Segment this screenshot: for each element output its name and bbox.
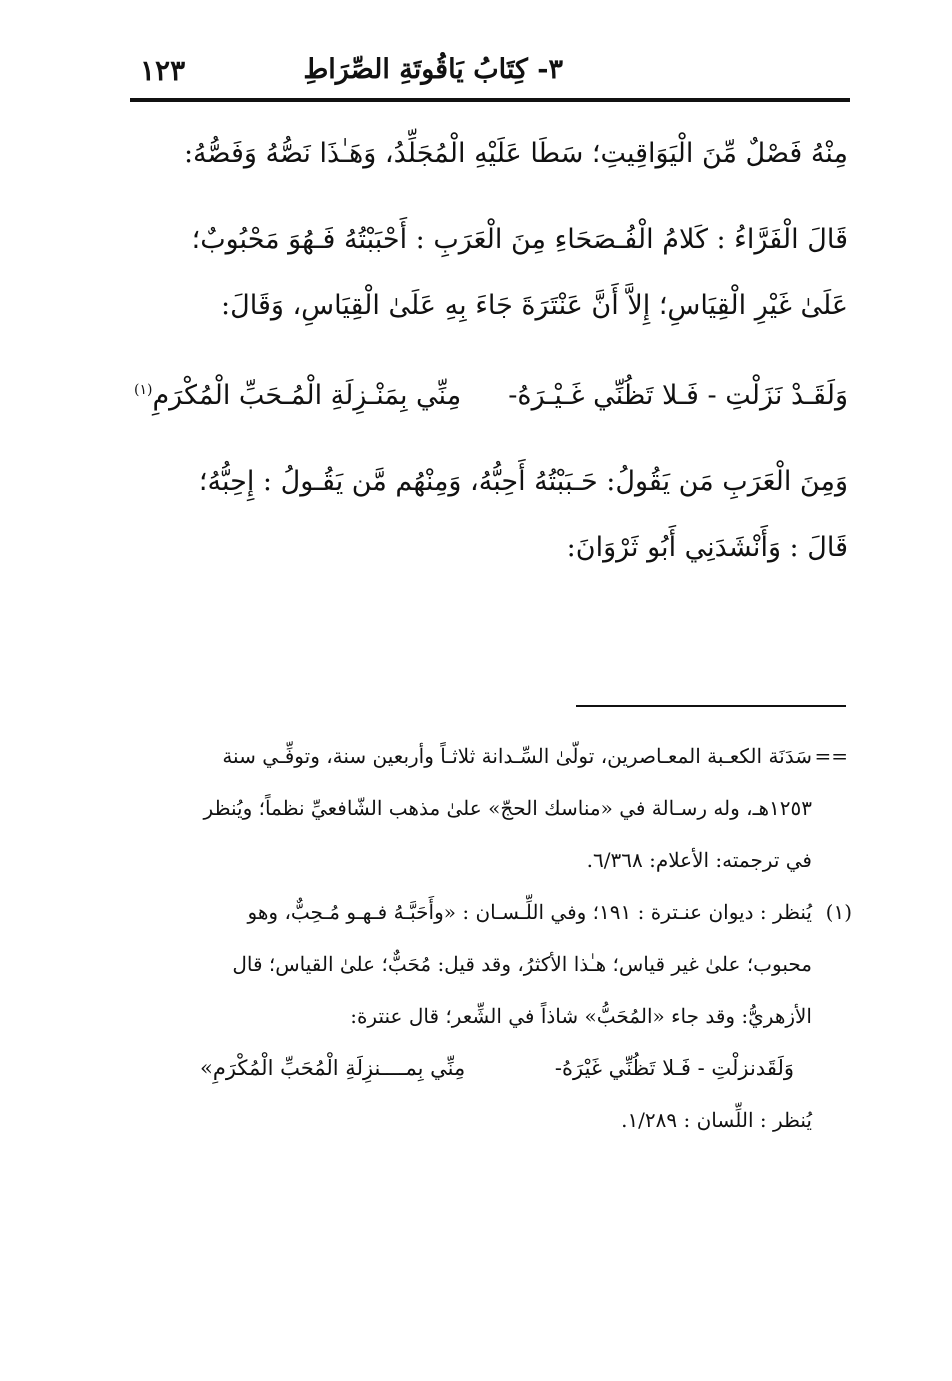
verse-second-text: مِنِّي بِمَنْـزِلَةِ الْمُـحَبِّ الْمُكْرَمِ [152,380,462,411]
page-number: ١٢٣ [140,54,186,87]
footnote-continuation-line-1: سَدَنَة الكعـبة المعـاصرين، تولّىٰ السِّـدانة ثلاثـاً وأربعين سنة، وتوفِّـي سنة [222,744,812,768]
footnote-continuation-line-2: ١٢٥٣هـ، وله رسـالة في «مناسك الحجّ» علىٰ مذهب الشّافعيِّ نظماً؛ ويُنظر [203,796,812,820]
running-title: ٣- كِتَابُ يَاقُوتَةِ الصِّرَاطِ [303,54,563,85]
footnote-1-line-2: محبوب؛ علىٰ غير قياس؛ هـٰذا الأكثرُ، وقد قيل: مُحَبٌّ؛ علىٰ القياس؛ قال [232,952,812,976]
footnote-1-final-line: يُنظر : اللِّسان : ١/٢٨٩. [621,1108,812,1132]
footnote-rule [576,705,846,707]
body-line-5: قَالَ : وَأَنْشَدَنِي أَبُو ثَرْوَانَ: [566,532,848,563]
footnote-continuation-line-3: في ترجمته: الأعلام: ٦/٣٦٨. [586,848,812,872]
footnote-1-verse-second: مِنِّي بِمــــنزِلَةِ الْمُحَبِّ الْمُكْرَمِ» [200,1056,466,1080]
body-line-2: قَالَ الْفَرَّاءُ : كَلامُ الْفُـصَحَاءِ مِنَ الْعَرَبِ : أَحْبَبْتُهُ فَـهُوَ مَحْبُوبٌ؛ [191,224,848,255]
footnote-ref: (١) [134,382,153,398]
body-line-3: عَلَىٰ غَيْرِ الْقِيَاسِ؛ إِلاَّ أَنَّ عَنْتَرَةَ جَاءَ بِهِ عَلَىٰ الْقِيَاسِ، وَقَالَ: [221,290,848,321]
verse-first-hemistich: وَلَقَـدْ نَزَلْتِ - فَـلا تَظُنِّي غَـيْـرَهُ- [508,380,848,411]
body-line-4: وَمِنَ الْعَرَبِ مَن يَقُولُ: حَـبَبْتُهُ أَحِبُّهُ، وَمِنْهُم مَّن يَقُـولُ : إِحِبُّهُ؛ [198,466,848,497]
header-rule [130,98,850,102]
body-line-1: مِنْهُ فَصْلٌ مِّنَ الْيَوَاقِيتِ؛ سَطَا عَلَيْهِ الْمُجَلِّدُ، وَهَـٰذَا نَصُّهُ وَفَصُّهُ: [183,138,848,169]
footnote-1-line-1: يُنظر : ديوان عنـترة : ١٩١؛ وفي اللِّـسـان : «وأَحَبَّـهُ فـهـو مُـحِبٌّ، وهو [247,900,812,924]
footnote-1-number: (١) [825,900,852,924]
footnote-1-verse-first: وَلَقَدنزلْتِ - فَـلا تَظُنِّي غَيْرَهُ- [554,1056,794,1080]
continuation-mark: == [814,744,848,768]
page-header [130,46,848,96]
verse-second-hemistich [134,380,461,411]
footnote-1-line-3: الأزهريُّ: وقد جاء «المُحَبُّ» شاذاً في الشِّعر؛ قال عنترة: [350,1004,812,1028]
